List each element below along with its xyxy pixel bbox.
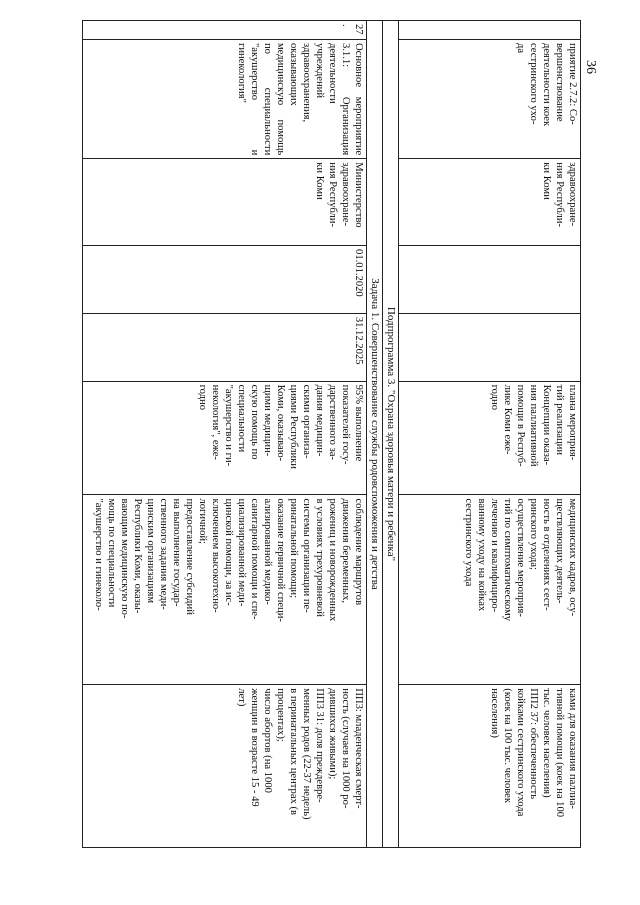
cell-num [399,21,581,40]
cell-expected-result: плана мероприя- тий реализации Концепции оказа- ния паллиативной помощи в Респуб- лике Коми еже- годно [399,381,581,495]
cell-end-date [399,313,581,381]
task-heading: Задача 1. Совершенствование службы родовспоможения и детства [367,21,383,848]
table-row [383,21,399,848]
cell-start-date: 01.01.2020 [83,246,367,314]
rotated-table-area [71,20,581,848]
cell-implementation: соблюдение маршрутов движения беременных, рожениц и новорожденных в условиях трехуровневой системы организации пе- ринатальной помощи; оказание первичной специ- ализированной медико- санитарной помощи и спе- циализированной меди- цинской помощи, за ис- ключением высокотехно- логичной; предоставление субсидий на выполнение государ- ственного задания меди- цинским организациям Республики Коми, оказы- вающим медицинскую по- мощь по специальности "акушерство и гинеколо- [83,495,367,685]
cell-indicators: ками для оказания паллиа- тивной помощи (коек на 100 тыс. человек населения) ПП2 37: обеспеченность койками сестринского ухода (коек на 100 тыс. человек населения) [399,685,581,848]
cell-indicators: ПП3: младенческая смерт- ность (случаев на 1000 ро- дившихся живыми); ПП3 31: доля преждевре- менных родов (22-37 недель) в перинатальных центрах (в процентах); число абортов (на 1000 женщин в возрасте 15 - 49 лет) [83,685,367,848]
page-number: 36 [583,60,598,74]
cell-executor: Министерство здравоохране- ния Республи- ки Коми [83,159,367,246]
cell-start-date [399,246,581,314]
cell-implementation: медицинских кадров, осу- ществляющих деятель- ность в отделениях сест- ринского ухода; осуществление мероприя- тий по симптоматическому лечению и квалифициро- ванному уходу на койках сестринского ухода [399,495,581,685]
table-row [399,21,581,848]
measures-table [82,20,581,848]
cell-end-date: 31.12.2025 [83,313,367,381]
cell-measure: приятие 2.7.2: Со- вершенствование деятельности коек сестринского ухо- да [399,39,581,158]
table-row [83,21,367,848]
cell-expected-result: 95% выполнение показателей госу- дарственного за- дания медицин- скими организа- циями Республики Коми, оказываю- щими медицин- скую помощь по специальности "акушерство и ги- некология", еже- годно [83,381,367,495]
cell-num: 27. [83,21,367,40]
subprogram-heading: Подпрограмма 3. "Охрана здоровья матери и ребенка" [383,21,399,848]
cell-executor: здравоохране- ния Республи- ки Коми [399,159,581,246]
cell-measure: Основное мероприятие 3.1.1: Организация деятельности учреждений здравоохранения, оказывающих медицинскую помощь по специальности "акушерство и гинекология" [83,39,367,158]
table-row [367,21,383,848]
